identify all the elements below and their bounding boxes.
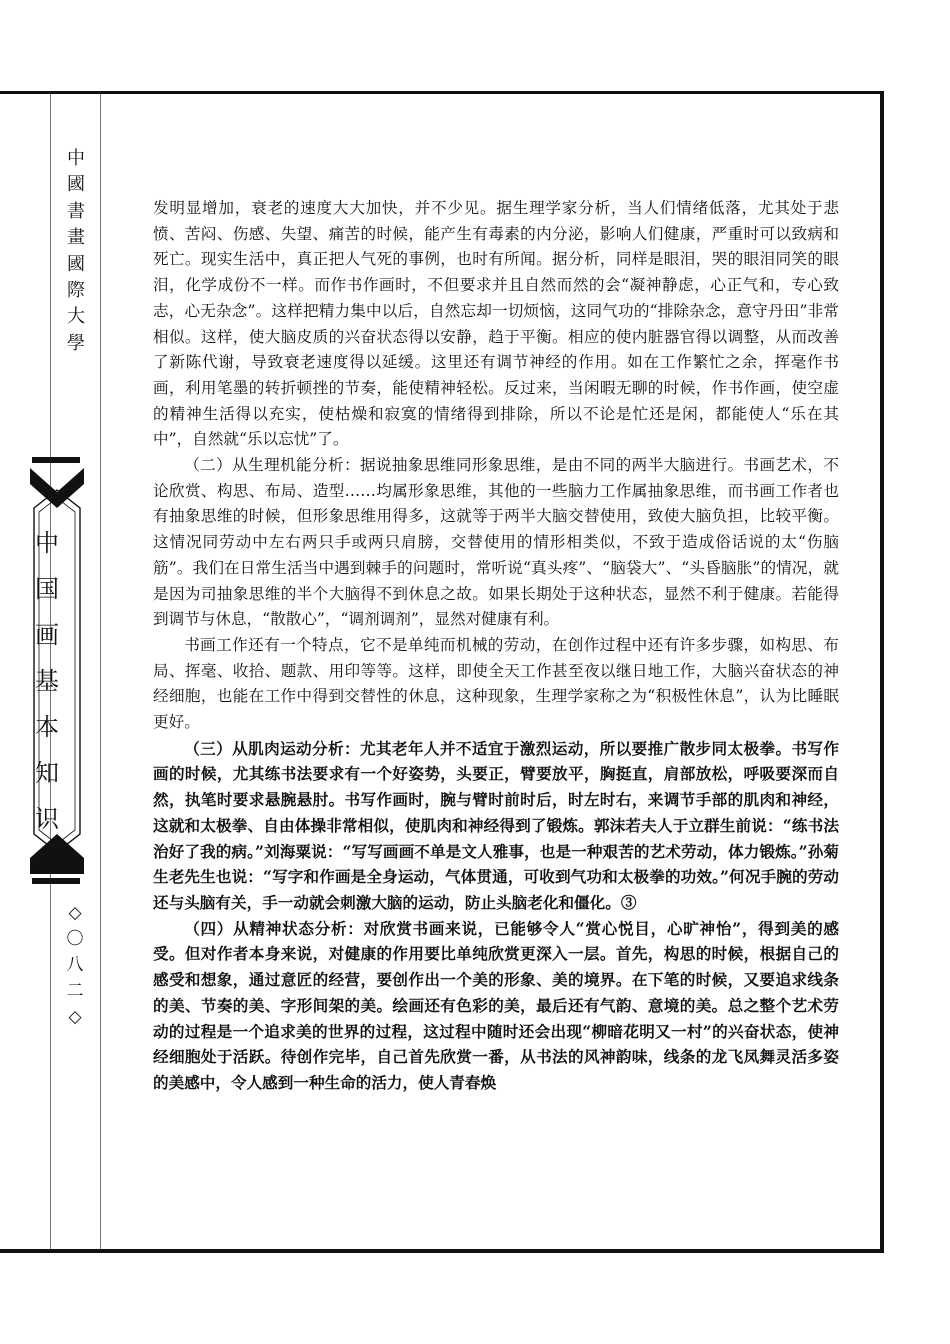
paragraph: （四）从精神状态分析：对欣赏书画来说，已能够令人“赏心悦目，心旷神怡”，得到美的感受。但对作者本身来说，对健康的作用要比单纯欣赏更深入一层。首先，构思的时候，根据自己的感受和想象，通过意匠的经营，要创作出一个美的形象、美的境界。在下笔的时候，又要追求线条的美、节奏的美、字形间架的美。绘画还有色彩的美，最后还有气韵、意境的美。总之整个艺术劳动的过程是一个追求美的世界的过程，这过程中随时还会出现“柳暗花明又一村”的兴奋状态，使神经细胞处于活跃。待创作完毕，自己首先欣赏一番，从书法的风神韵味，线条的龙飞凤舞灵活多姿的美感中，令人感到一种生命的活力，使人青春焕 — [153, 918, 839, 1092]
book-title-vertical — [25, 520, 69, 842]
main-text-column — [153, 196, 839, 1096]
page-number-char: ◇ — [68, 1007, 82, 1027]
publisher-char: 書 — [67, 200, 85, 222]
paragraph: 发明显增加，衰老的速度大大加快，并不少见。据生理学家分析，当人们情绪低落，尤其处于悲愤、苦闷、伤感、失望、痛苦的时候，能产生有毒素的内分泌，影响人们健康，严重时可以致病和死亡。现实生活中，真正把人气死的事例，也时有所闻。据分析，同样是眼泪，哭的眼泪同笑的眼泪，化学成份不一样。而作书作画时，不但要求并且自然而然的会“凝神静虑，心正气和，专心致志，心无杂念”。这样把精力集中以后，自然忘却一切烦恼，这同气功的“排除杂念，意守丹田”非常相似。这样，使大脑皮质的兴奋状态得以安静，趋于平衡。相应的使内脏器官得以调整，从而改善了新陈代谢，导致衰老速度得以延缓。这里还有调节神经的作用。如在工作繁忙之余，挥毫作书画，利用笔墨的转折顿挫的节奏，能使精神轻松。反过来，当闲暇无聊的时候，作书作画，使空虚的精神生活得以充实，使枯燥和寂寞的情绪得到排除，所以不论是忙还是闲，都能使人“乐在其中”，自然就“乐以忘忧”了。 — [153, 199, 839, 449]
paragraph: （二）从生理机能分析：据说抽象思维同形象思维，是由不同的两半大脑进行。书画艺术，不论欣赏、构思、布局、造型……均属形象思维，其他的一些脑力工作属抽象思维，而书画工作者也有抽象思维的时候，但形象思维用得多，这就等于两半大脑交替使用，致使大脑负担，比较平衡。这情况同劳动中左右两只手或两只肩膀，交替使用的情形相类似，不致于造成俗话说的太“伤脑筋”。我们在日常生活当中遇到棘手的问题时，常听说“真头疼”、“脑袋大”、“头昏脑胀”的情况，就是因为司抽象思维的半个大脑得不到休息之故。如果长期处于这种状态，显然不利于健康。若能得到调节与休息，“散散心”，“调剂调剂”，显然对健康有利。 — [153, 456, 839, 629]
title-char: 识 — [35, 805, 59, 833]
publisher-char: 學 — [67, 332, 85, 354]
paragraph: （三）从肌肉运动分析：尤其老年人并不适宜于激烈运动，所以要推广散步同太极拳。书写作画的时候，尤其练书法要求有一个好姿势，头要正，臂要放平，胸挺直，肩部放松，呼吸要深而自然，执笔时要求悬腕悬肘。书写作画时，腕与臂时前时后，时左时右，来调节手部的肌肉和神经，这就和太极拳、自由体操非常相似，使肌肉和神经得到了锻炼。郭沫若夫人于立群生前说：“练书法治好了我的病。”刘海粟说：“写写画画不单是文人雅事，也是一种艰苦的艺术劳动，体力锻炼。”孙菊生老先生也说：“写字和作画是全身运动，气体贯通，可收到气功和太极拳的功效。”何况手腕的劳动还与头脑有关，手一动就会刺激大脑的运动，防止头脑老化和僵化。③ — [153, 738, 839, 912]
publisher-char: 國 — [67, 174, 85, 196]
title-char: 中 — [35, 529, 59, 557]
frame-top-border — [0, 91, 884, 94]
title-ornament-top-bar — [32, 457, 80, 463]
frame-bottom-border — [0, 1249, 884, 1253]
publisher-char: 際 — [67, 280, 85, 302]
page-number-char: 八 — [66, 955, 84, 975]
paragraph: 书画工作还有一个特点，它不是单纯而机械的劳动，在创作过程中还有许多步骤，如构思、布局、挥毫、收拾、题款、用印等等。这样，即使全天工作甚至夜以继日地工作，大脑兴奋状态的神经细胞，也能在工作中得到交替性的休息，这种现象，生理学家称之为“积极性休息”，认为比睡眠更好。 — [153, 635, 839, 732]
page-number-char: 〇 — [66, 929, 84, 949]
title-char: 本 — [35, 713, 59, 741]
page-number-vertical — [62, 900, 88, 1030]
publisher-vertical-text — [58, 146, 94, 357]
publisher-char: 大 — [67, 306, 85, 328]
page-number-char: ◇ — [68, 903, 82, 923]
publisher-char: 畫 — [67, 227, 85, 249]
title-char: 国 — [35, 575, 59, 603]
title-ornament-bottom-bar — [32, 878, 80, 884]
title-char: 画 — [35, 621, 59, 649]
publisher-char: 國 — [67, 253, 85, 275]
title-char: 基 — [35, 667, 59, 695]
sidebar-right-rule — [100, 94, 101, 1249]
page-number-char: 二 — [66, 981, 84, 1001]
publisher-char: 中 — [67, 148, 85, 169]
frame-right-border — [880, 91, 884, 1253]
title-char: 知 — [35, 759, 59, 787]
